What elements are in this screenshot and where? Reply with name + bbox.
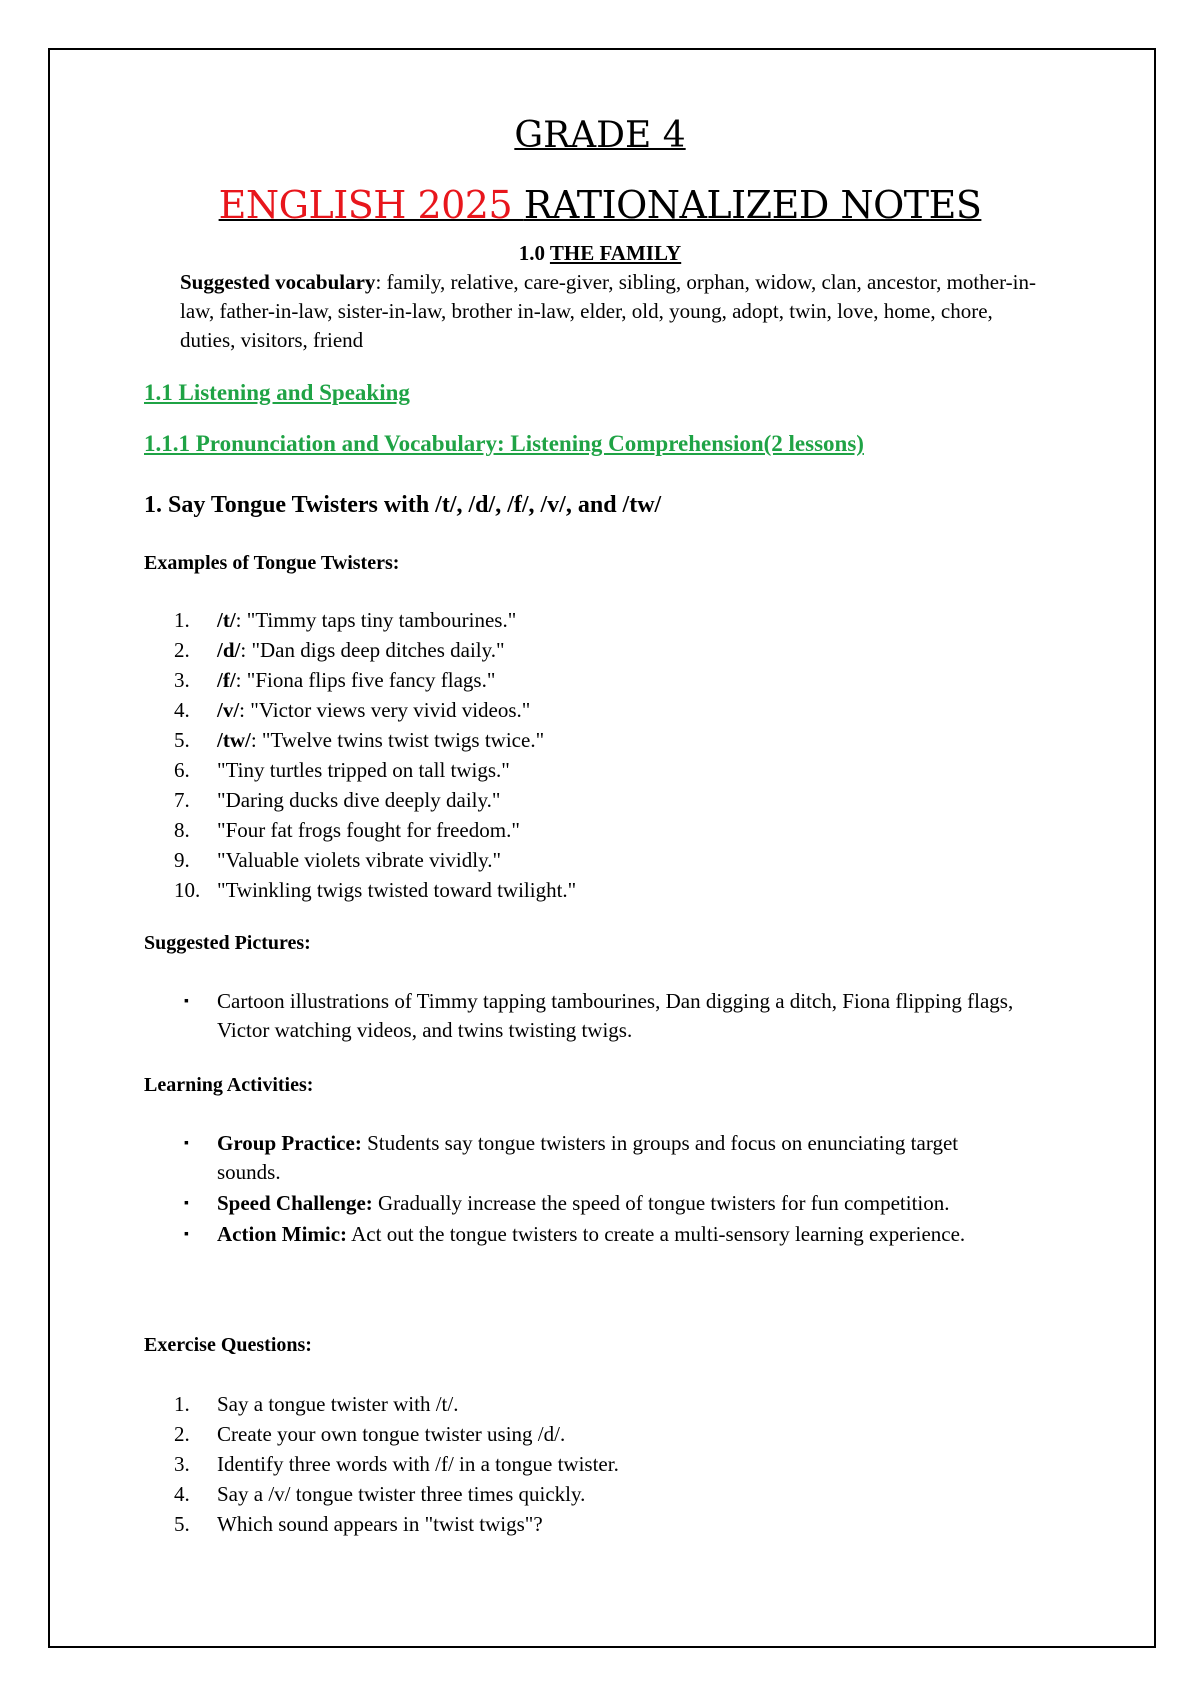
item-text: "Tiny turtles tripped on tall twigs." [217, 758, 510, 782]
list-number: 2. [174, 638, 190, 662]
list-number: 10. [174, 878, 201, 902]
pictures-label: Suggested Pictures: [144, 932, 311, 954]
list-item [144, 845, 576, 875]
exercises-label: Exercise Questions: [144, 1334, 312, 1356]
document-title [0, 180, 1200, 230]
pictures-list [144, 987, 1024, 1047]
list-number: 3. [174, 668, 190, 692]
section-number: 1.0 [518, 241, 550, 265]
bullet-icon: ▪ [184, 994, 189, 1009]
list-item [144, 815, 576, 845]
list-item [144, 755, 576, 785]
item-text: "Valuable violets vibrate vividly." [217, 848, 502, 872]
item-sound: /tw/ [217, 728, 251, 752]
section-name: THE FAMILY [549, 241, 682, 265]
item-text: Cartoon illustrations of Timmy tapping tambourines, Dan digging a ditch, Fiona flipping flags, Victor watching videos, and twins twisting twigs. [217, 989, 1014, 1042]
vocabulary-label: Suggested vocabulary [180, 270, 376, 294]
item-text: Gradually increase the speed of tongue twisters for fun competition. [372, 1191, 950, 1215]
item-heading: Group Practice: [217, 1131, 362, 1155]
vocabulary-text: : family, relative, care-giver, sibling, orphan, widow, clan, ancestor, mother-in-law, father-in-law, sister-in-law, brother in-law, elder, old, young, adopt, twin, love, home, chore, duties, visitors, friend [180, 270, 1036, 352]
list-item [144, 665, 576, 695]
bullet-icon: ▪ [184, 1196, 189, 1211]
list-number: 1. [174, 608, 190, 632]
list-number: 9. [174, 848, 190, 872]
item-text: "Four fat frogs fought for freedom." [217, 818, 520, 842]
item-heading: Speed Challenge: [217, 1191, 373, 1215]
bullet-item [144, 1189, 1024, 1218]
item-text: Say a tongue twister with /t/. [217, 1392, 459, 1416]
item-text: "Twinkling twigs twisted toward twilight." [217, 878, 577, 902]
item-text: Which sound appears in "twist twigs"? [217, 1512, 543, 1536]
bullet-icon: ▪ [184, 1136, 189, 1151]
item-sound: /v/ [217, 698, 240, 722]
bullet-item [144, 1129, 1024, 1187]
section-title [0, 240, 1200, 266]
bullet-item [144, 1220, 1024, 1249]
list-number: 5. [174, 1512, 190, 1536]
list-number: 5. [174, 728, 190, 752]
list-item [144, 725, 576, 755]
heading-listening-speaking: 1.1 Listening and Speaking [144, 380, 410, 405]
list-item [144, 785, 576, 815]
activities-list [144, 1129, 1024, 1251]
list-item [144, 1479, 619, 1509]
list-number: 3. [174, 1452, 190, 1476]
exercises-list [144, 1389, 619, 1539]
examples-label: Examples of Tongue Twisters: [144, 552, 400, 574]
item-text: Identify three words with /f/ in a tongue twister. [217, 1452, 619, 1476]
list-number: 6. [174, 758, 190, 782]
item-text: : "Dan digs deep ditches daily." [240, 638, 505, 662]
bullet-icon: ▪ [184, 1227, 189, 1242]
list-item [144, 695, 576, 725]
title-rest-part: RATIONALIZED NOTES [523, 183, 982, 227]
item-text: Create your own tongue twister using /d/. [217, 1422, 566, 1446]
list-item [144, 1389, 619, 1419]
item-text: Say a /v/ tongue twister three times quickly. [217, 1482, 586, 1506]
item-text: : "Fiona flips five fancy flags." [235, 668, 496, 692]
list-number: 4. [174, 1482, 190, 1506]
item-text: "Daring ducks dive deeply daily." [217, 788, 501, 812]
bullet-item [144, 987, 1024, 1045]
activities-label: Learning Activities: [144, 1074, 314, 1096]
item-text: : "Victor views very vivid videos." [239, 698, 531, 722]
item-text: : "Twelve twins twist twigs twice." [250, 728, 545, 752]
list-item [144, 605, 576, 635]
heading-pronunciation: 1.1.1 Pronunciation and Vocabulary: Listening Comprehension(2 lessons) [144, 431, 864, 456]
item-sound: /t/ [217, 608, 236, 632]
list-number: 8. [174, 818, 190, 842]
title-red-part: ENGLISH 2025 [218, 183, 524, 227]
grade-title: GRADE 4 [514, 115, 686, 156]
list-item [144, 1509, 619, 1539]
item-text: Students say tongue twisters in groups and focus on enunciating target sounds. [217, 1131, 959, 1184]
list-number: 1. [174, 1392, 190, 1416]
item-sound: /f/ [217, 668, 236, 692]
heading-tongue-twisters: 1. Say Tongue Twisters with /t/, /d/, /f/, /v/, and /tw/ [144, 492, 662, 518]
item-text: Act out the tongue twisters to create a multi-sensory learning experience. [347, 1222, 966, 1246]
item-heading: Action Mimic: [217, 1222, 348, 1246]
list-item [144, 875, 576, 905]
examples-list [144, 605, 576, 905]
list-item [144, 635, 576, 665]
list-number: 7. [174, 788, 190, 812]
list-number: 2. [174, 1422, 190, 1446]
item-text: : "Timmy taps tiny tambourines." [235, 608, 517, 632]
item-sound: /d/ [217, 638, 241, 662]
list-item [144, 1449, 619, 1479]
suggested-vocabulary [180, 268, 1040, 355]
list-number: 4. [174, 698, 190, 722]
list-item [144, 1419, 619, 1449]
